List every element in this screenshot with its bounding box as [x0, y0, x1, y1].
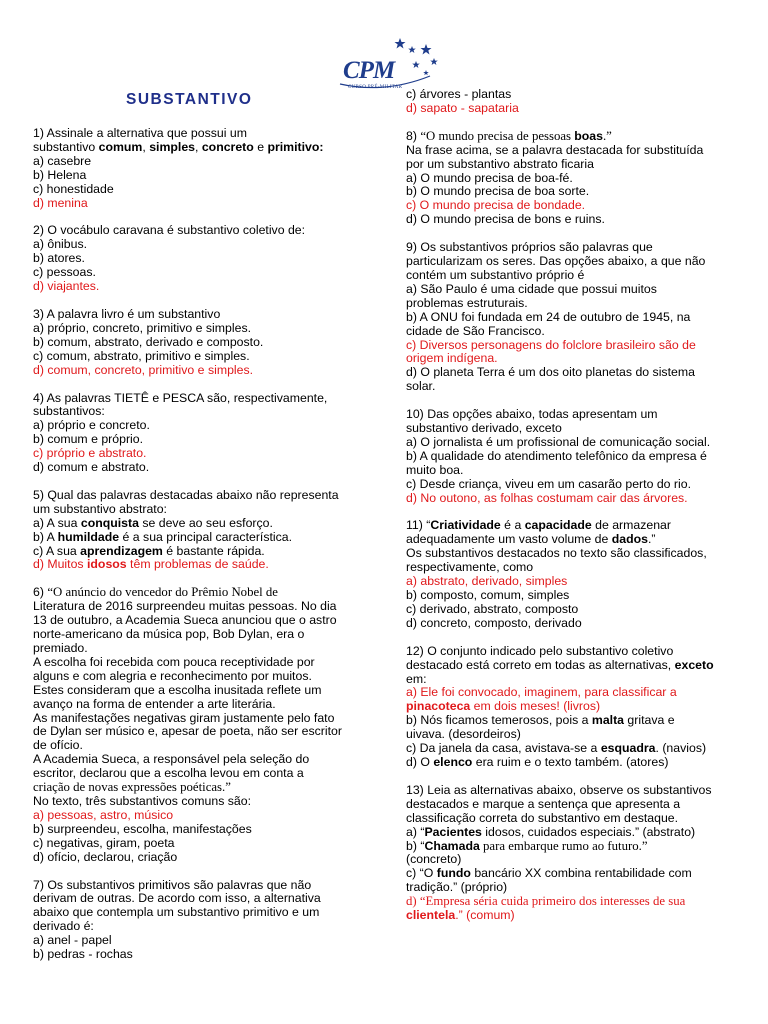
question-4 — [33, 392, 378, 475]
question-stem: 12) O conjunto indicado pelo substantivo coletivo — [406, 643, 674, 658]
question-stem: 5) Qual das palavras destacadas abaixo não representa — [33, 487, 339, 502]
option-a: problemas estruturais. — [406, 295, 528, 310]
option-d-answer: d) No outono, as folhas costumam cair das árvores. — [406, 490, 688, 505]
passage-line: norte-americano da música pop, Bob Dylan, era o — [33, 627, 305, 642]
logo-subtext: CURSO PRÉ-MILITAR — [348, 85, 403, 90]
option-a: a) “Pacientes idosos, cuidados especiais.” (abstrato) — [406, 824, 696, 839]
question-stem: 11) “Criatividade é a capacidade de armazenar — [406, 518, 671, 533]
question-stem: 3) A palavra livro é um substantivo — [33, 306, 221, 321]
option-d-answer: d) Muitos idosos têm problemas de saúde. — [33, 557, 269, 572]
option-b: b) A ONU foi fundada em 24 de outubro de 1945, na — [406, 309, 691, 324]
question-stem: em: — [406, 671, 427, 686]
option-b: b) composto, comum, simples — [406, 588, 570, 602]
question-stem: No texto, três substantivos comuns são: — [33, 793, 252, 808]
option-c: c) comum, abstrato, primitivo e simples. — [33, 348, 250, 363]
passage-line: de ofício. — [33, 738, 83, 753]
question-10 — [406, 408, 741, 505]
passage-line: escritor, declarou que a escolha levou em conta a — [33, 766, 304, 781]
question-stem: um substantivo abstrato: — [33, 501, 167, 516]
question-stem: 1) Assinale a alternativa que possui um — [33, 126, 247, 140]
question-7 — [33, 879, 378, 962]
left-column — [33, 127, 378, 976]
passage-line: criação de novas expressões poéticas.” — [33, 780, 231, 795]
question-stem: 8) “O mundo precisa de pessoas boas.” — [406, 128, 612, 143]
option-b: b) A qualidade do atendimento telefônico da empresa é — [406, 448, 707, 463]
option-d: d) O mundo precisa de bons e ruins. — [406, 212, 605, 227]
star-icon — [421, 44, 432, 55]
option-d-answer: d) sapato - sapataria — [406, 100, 519, 115]
question-stem: respectivamente, como — [406, 560, 534, 575]
passage-line: A Academia Sueca, a responsável pela seleção do — [33, 752, 310, 767]
question-stem: destacado está correto em todas as alternativas, exceto — [406, 657, 714, 672]
question-stem: substantivos: — [33, 404, 105, 419]
option-c-answer: c) próprio e abstrato. — [33, 446, 147, 461]
option-a: a) O mundo precisa de boa-fé. — [406, 170, 573, 185]
option-a: a) ônibus. — [33, 237, 88, 252]
question-11 — [406, 519, 741, 630]
passage-line: 6) “O anúncio do vencedor do Prêmio Nobel de — [33, 585, 278, 600]
question-stem: derivado é: — [33, 919, 94, 934]
option-b: b) comum, abstrato, derivado e composto. — [33, 334, 264, 349]
option-b: b) O mundo precisa de boa sorte. — [406, 184, 590, 199]
question-stem: contém um substantivo próprio é — [406, 267, 585, 282]
question-stem: classificação correta do substantivo em destaque. — [406, 810, 679, 825]
option-d: d) ofício, declarou, criação — [33, 849, 178, 864]
star-icon — [408, 46, 416, 53]
passage-line: Estes consideram que a escolha inusitada reflete um — [33, 682, 322, 697]
option-d: d) O elenco era ruim e o texto também. (atores) — [406, 754, 669, 769]
question-stem: Na frase acima, se a palavra destacada for substituída — [406, 142, 704, 157]
option-d-answer: clientela.” (comum) — [406, 908, 515, 923]
passage-line: 13 de outubro, a Academia Sueca anunciou que o astro — [33, 613, 337, 628]
option-b: b) surpreendeu, escolha, manifestações — [33, 821, 252, 836]
question-stem: particularizam os seres. Das opções abaixo, a que não — [406, 254, 706, 269]
passage-line: As manifestações negativas giram justamente pelo fato — [33, 710, 335, 725]
question-stem: 7) Os substantivos primitivos são palavras que não — [33, 877, 312, 892]
option-d: solar. — [406, 379, 436, 394]
option-c-answer: origem indígena. — [406, 351, 498, 366]
question-stem: por um substantivo abstrato ficaria — [406, 156, 594, 171]
option-a-answer: pinacoteca em dois meses! (livros) — [406, 699, 601, 714]
option-c: c) árvores - plantas — [406, 87, 512, 101]
option-a: a) casebre — [33, 153, 92, 168]
option-d-answer: d) menina — [33, 195, 88, 210]
option-c-answer: c) Diversos personagens do folclore brasileiro são de — [406, 337, 696, 352]
option-d-answer: d) “Empresa séria cuida primeiro dos interesses de sua — [406, 894, 686, 909]
option-b: muito boa. — [406, 462, 464, 477]
option-c: c) honestidade — [33, 181, 114, 196]
question-7-continued — [406, 88, 741, 116]
question-5 — [33, 489, 378, 572]
option-c: c) A sua aprendizagem é bastante rápida. — [33, 543, 265, 558]
question-stem: 13) Leia as alternativas abaixo, observe os substantivos — [406, 782, 712, 797]
star-icon — [412, 61, 420, 68]
option-c: c) negativas, giram, poeta — [33, 835, 175, 850]
option-a: a) próprio e concreto. — [33, 418, 150, 433]
question-stem: adequadamente um vasto volume de dados.” — [406, 532, 656, 547]
option-a-answer: a) Ele foi convocado, imaginem, para classificar a — [406, 685, 677, 700]
option-b: (concreto) — [406, 852, 462, 867]
question-13 — [406, 784, 741, 923]
option-a-answer: a) abstrato, derivado, simples — [406, 574, 568, 589]
option-b: uivava. (desordeiros) — [406, 727, 521, 742]
option-b: b) A humildade é a sua principal característica. — [33, 529, 293, 544]
option-c: c) Da janela da casa, avistava-se a esquadra. (navios) — [406, 741, 707, 756]
option-a: a) A sua conquista se deve ao seu esforço. — [33, 515, 273, 530]
question-stem: 2) O vocábulo caravana é substantivo coletivo de: — [33, 223, 306, 238]
question-stem: abaixo que contempla um substantivo primitivo e um — [33, 905, 320, 920]
option-d-answer: d) viajantes. — [33, 279, 100, 294]
option-d-answer: d) comum, concreto, primitivo e simples. — [33, 362, 254, 377]
question-stem: 9) Os substantivos próprios são palavras que — [406, 240, 653, 255]
question-8 — [406, 130, 741, 227]
option-b: b) Nós ficamos temerosos, pois a malta gritava e — [406, 713, 675, 728]
option-c: c) “O fundo bancário XX combina rentabilidade com — [406, 866, 692, 881]
passage-line: avanço na forma de entender a arte literária. — [33, 696, 276, 711]
option-a: a) próprio, concreto, primitivo e simples. — [33, 320, 252, 335]
passage-line: A escolha foi recebida com pouca receptividade por — [33, 654, 315, 669]
question-9 — [406, 241, 741, 394]
option-c-answer: c) O mundo precisa de bondade. — [406, 198, 586, 213]
option-a: a) O jornalista é um profissional de comunicação social. — [406, 434, 711, 449]
question-12 — [406, 645, 741, 770]
option-c: c) derivado, abstrato, composto — [406, 601, 579, 616]
question-stem: 4) As palavras TIETÊ e PESCA são, respectivamente, — [33, 390, 328, 405]
option-b: cidade de São Francisco. — [406, 323, 545, 338]
passage-line: Literatura de 2016 surpreendeu muitas pessoas. No dia — [33, 599, 337, 614]
option-d: d) O planeta Terra é um dos oito planetas do sistema — [406, 365, 695, 380]
question-6 — [33, 586, 378, 864]
question-stem: destacados e marque a sentença que apresenta a — [406, 796, 681, 811]
option-c: c) Desde criança, viveu em um casarão perto do rio. — [406, 476, 692, 491]
passage-line: de Dylan ser músico e, apesar de poeta, não ser escritor — [33, 724, 342, 739]
option-b: b) pedras - rochas — [33, 947, 133, 962]
option-d: d) comum e abstrato. — [33, 460, 150, 475]
question-1 — [33, 127, 378, 210]
passage-line: alguns e com alegria e reconhecimento por muitos. — [33, 668, 312, 683]
logo-text: CPM — [343, 57, 395, 84]
passage-line: premiado. — [33, 641, 88, 655]
option-c: c) pessoas. — [33, 265, 96, 280]
question-stem: substantivo derivado, exceto — [406, 421, 562, 436]
right-column — [406, 88, 741, 937]
question-stem: 10) Das opções abaixo, todas apresentam um — [406, 407, 658, 422]
star-icon — [430, 58, 438, 65]
question-stem: derivam de outras. De acordo com isso, a alternativa — [33, 891, 321, 906]
option-d: d) concreto, composto, derivado — [406, 615, 582, 630]
question-3 — [33, 308, 378, 378]
option-b: b) comum e próprio. — [33, 432, 144, 447]
option-c: tradição.” (próprio) — [406, 880, 508, 895]
option-a: a) anel - papel — [33, 933, 112, 948]
question-stem: substantivo comum, simples, concreto e primitivo: — [33, 139, 324, 154]
option-b: b) Helena — [33, 167, 87, 182]
star-icon — [423, 70, 429, 75]
star-icon — [395, 38, 406, 49]
page-title: SUBSTANTIVO — [126, 91, 253, 108]
question-stem: Os substantivos destacados no texto são classificados, — [406, 546, 707, 561]
question-2 — [33, 224, 378, 294]
option-a: a) São Paulo é uma cidade que possui muitos — [406, 281, 657, 296]
option-b: b) atores. — [33, 251, 85, 266]
option-a-answer: a) pessoas, astro, músico — [33, 807, 174, 822]
option-b: b) “Chamada para embarque rumo ao futuro.” — [406, 838, 648, 853]
